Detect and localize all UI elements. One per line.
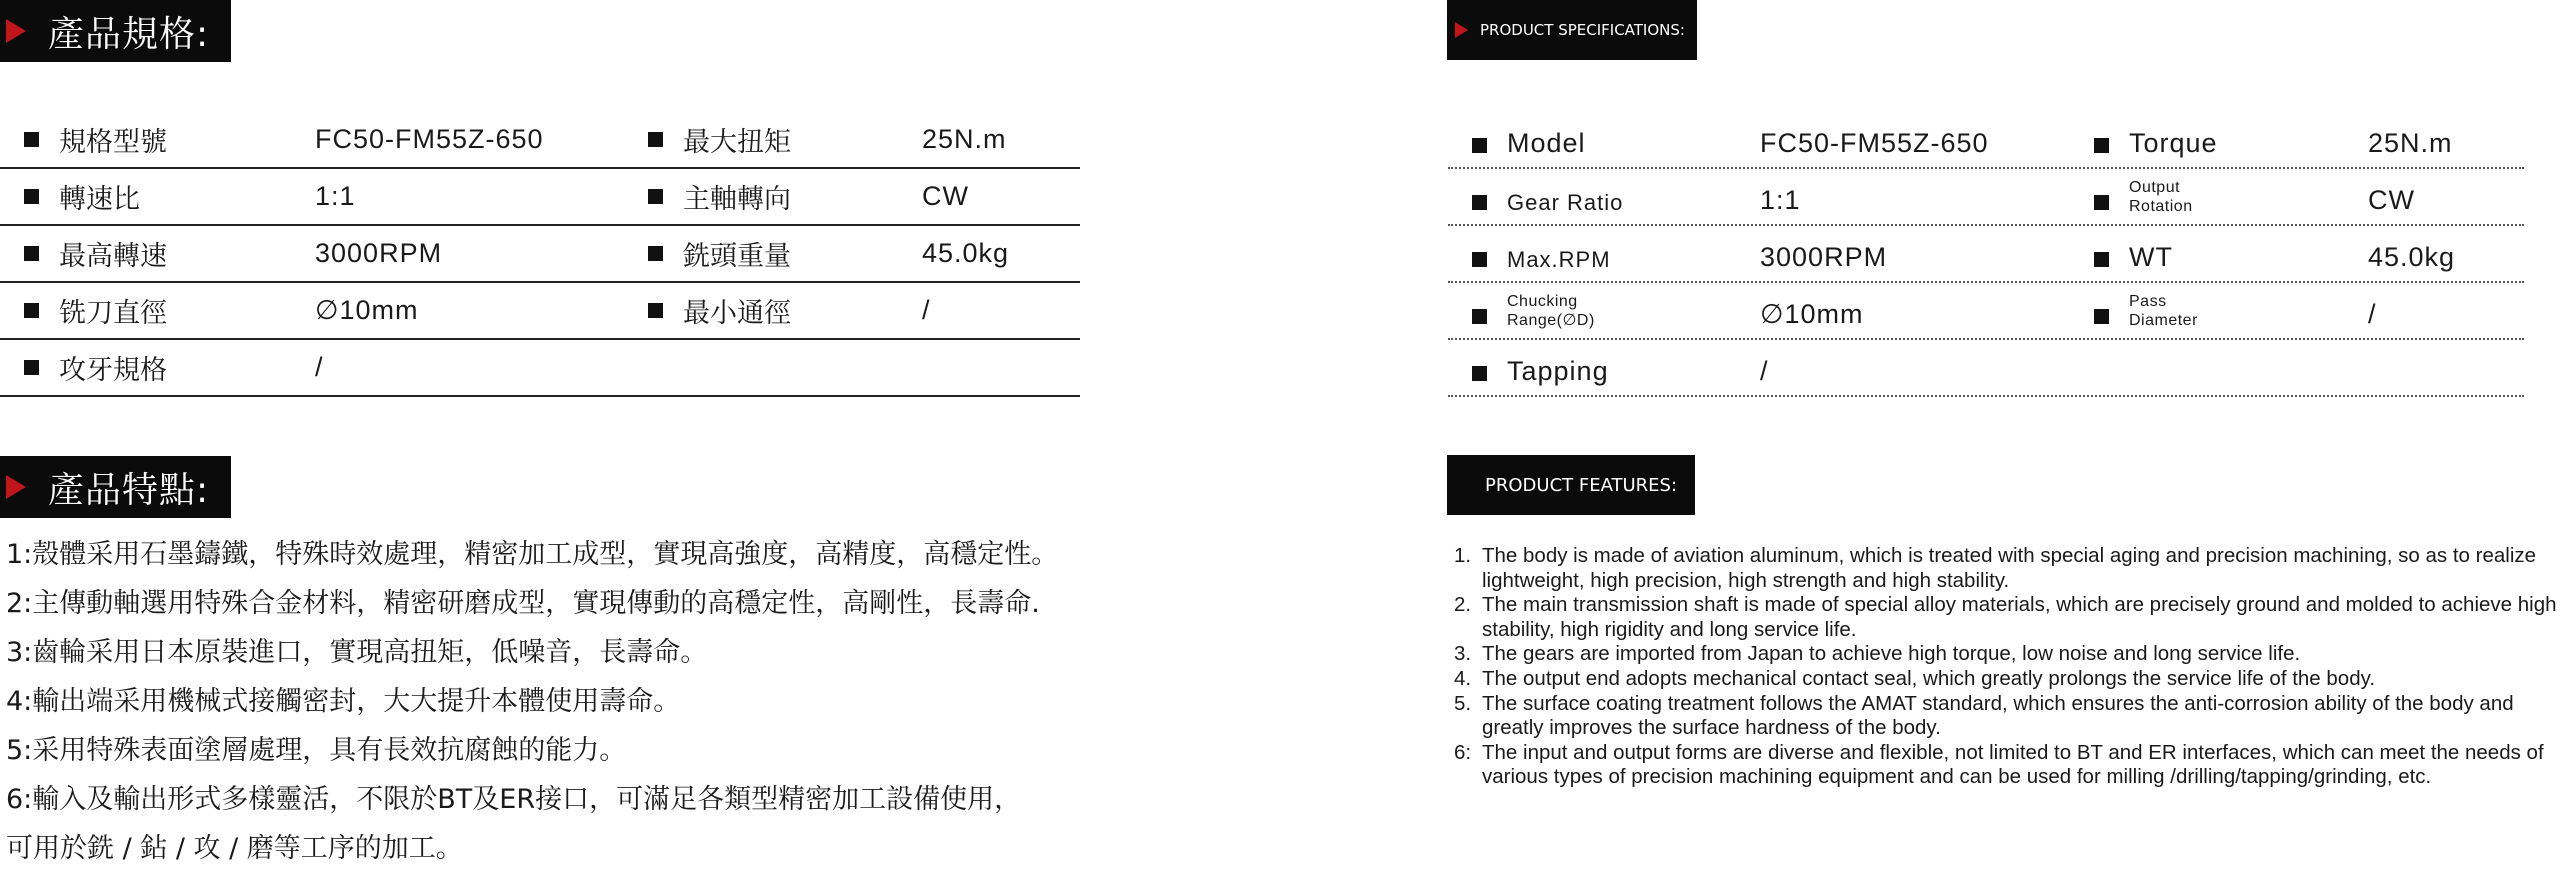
spec-label: Output Rotation (2129, 179, 2193, 215)
bullet-square-icon (24, 246, 39, 261)
table-row (1448, 226, 2524, 283)
spec-label: 最小通徑 (683, 298, 791, 329)
en-features-list (1454, 544, 2560, 790)
bullet-square-icon (1472, 252, 1487, 267)
bullet-square-icon (648, 246, 663, 261)
list-item: 1:殼體采用石墨鑄鐵，特殊時效處理，精密加工成型，實現高強度，高精度，高穩定性。 (6, 539, 1059, 570)
spec-value: ∅10mm (315, 295, 419, 325)
spec-value: 1:1 (315, 181, 356, 211)
spec-label: 主軸轉向 (683, 184, 791, 215)
bullet-square-icon (24, 360, 39, 375)
en-spec-table (1448, 112, 2524, 397)
table-row (0, 226, 1080, 283)
spec-value: FC50-FM55Z-650 (1760, 128, 1989, 158)
spec-value: 25N.m (2368, 128, 2453, 158)
list-item: 2. The main transmission shaft is made of special alloy materials, which are precisely ground and molded to achieve high stability, high rigidity and long service life. (1454, 593, 2557, 641)
list-item: 3. The gears are imported from Japan to achieve high torque, low noise and long service life. (1454, 642, 2301, 666)
spec-value: CW (922, 181, 969, 211)
en-spec-title: PRODUCT SPECIFICATIONS: (1480, 21, 1685, 39)
spec-value: 45.0kg (2368, 242, 2456, 272)
zh-spec-table (0, 112, 1080, 397)
bullet-square-icon (648, 132, 663, 147)
spec-value: CW (2368, 185, 2415, 215)
list-item: 2:主傳動軸選用特殊合金材料，精密研磨成型，實現傳動的高穩定性，高剛性，長壽命. (6, 588, 1040, 619)
spec-label: 最大扭矩 (683, 127, 791, 158)
spec-value: / (315, 352, 324, 382)
red-triangle-icon (1455, 22, 1468, 38)
zh-features-heading (0, 456, 231, 518)
table-row (0, 283, 1080, 340)
bullet-square-icon (648, 189, 663, 204)
list-item: 6:輸入及輸出形式多樣靈活，不限於BT及ER接口，可滿足各類型精密加工設備使用， (6, 784, 1022, 815)
bullet-square-icon (24, 189, 39, 204)
bullet-square-icon (24, 303, 39, 318)
spec-label: WT (2129, 242, 2173, 272)
spec-label: 铣刀直徑 (59, 298, 167, 329)
spec-label: Pass Diameter (2129, 293, 2198, 329)
bullet-square-icon (648, 303, 663, 318)
spec-label: 規格型號 (59, 127, 167, 158)
spec-label: 攻牙規格 (59, 355, 167, 386)
en-features-heading (1447, 455, 1695, 515)
bullet-square-icon (1472, 366, 1487, 381)
spec-value: 25N.m (922, 124, 1007, 154)
list-item: 1. The body is made of aviation aluminum, which is treated with special aging and precision machining, so as to realize lightweight, high precision, high strength and high stability. (1454, 544, 2537, 592)
zh-features-list (6, 530, 1206, 873)
list-item: 6: The input and output forms are diverse and flexible, not limited to BT and ER interfaces, which can meet the needs of various types of precision machining equipment and can be used for milling /drilling/tapping/grinding, etc. (1454, 740, 2544, 789)
spec-label: Max.RPM (1507, 247, 1611, 272)
list-item: 3:齒輪采用日本原裝進口，實現高扭矩，低噪音，長壽命。 (6, 637, 708, 668)
zh-spec-title: 產品規格: (48, 13, 210, 55)
spec-label: 轉速比 (59, 184, 140, 215)
spec-value: ∅10mm (1760, 299, 1864, 329)
table-row (0, 169, 1080, 226)
list-item: 5:采用特殊表面塗層處理，具有長效抗腐蝕的能力。 (6, 735, 627, 766)
spec-value: 3000RPM (315, 238, 443, 268)
table-row (1448, 112, 2524, 169)
bullet-square-icon (2094, 195, 2109, 210)
spec-value: 1:1 (1760, 185, 1801, 215)
table-row (1448, 169, 2524, 226)
spec-value: / (1760, 356, 1769, 386)
bullet-square-icon (2094, 309, 2109, 324)
red-triangle-icon (6, 475, 26, 499)
spec-value: 3000RPM (1760, 242, 1888, 272)
zh-features-title: 產品特點: (48, 469, 210, 511)
bullet-square-icon (2094, 138, 2109, 153)
red-triangle-icon (6, 19, 26, 43)
table-row (1448, 340, 2524, 397)
spec-label: Model (1507, 128, 1586, 158)
spec-label: Tapping (1507, 356, 1609, 386)
bullet-square-icon (2094, 252, 2109, 267)
bullet-square-icon (1472, 138, 1487, 153)
list-item: 4. The output end adopts mechanical contact seal, which greatly prolongs the service life of the body. (1454, 666, 2376, 690)
list-item: 5. The surface coating treatment follows the AMAT standard, which ensures the anti-corrosion ability of the body and greatly improves the surface hardness of the body. (1454, 691, 2514, 740)
spec-label: Torque (2129, 128, 2218, 158)
spec-value: / (922, 295, 931, 325)
table-row (0, 112, 1080, 169)
en-features-title: PRODUCT FEATURES: (1485, 474, 1678, 496)
bullet-square-icon (1472, 309, 1487, 324)
spec-value: / (2368, 299, 2377, 329)
bullet-square-icon (1472, 195, 1487, 210)
table-row (0, 340, 1080, 397)
table-row (1448, 283, 2524, 340)
bullet-square-icon (24, 132, 39, 147)
spec-label: Gear Ratio (1507, 190, 1624, 215)
spec-value: 45.0kg (922, 238, 1010, 268)
list-item: 4:輸出端采用機械式接觸密封，大大提升本體使用壽命。 (6, 686, 681, 717)
list-item: 可用於銑 / 鉆 / 攻 / 磨等工序的加工。 (6, 833, 463, 864)
zh-spec-heading (0, 0, 231, 62)
spec-label: 最高轉速 (59, 241, 167, 272)
spec-label: Chucking Range(∅D) (1507, 293, 1595, 329)
spec-label: 銑頭重量 (683, 241, 791, 272)
spec-value: FC50-FM55Z-650 (315, 124, 544, 154)
en-spec-heading (1447, 0, 1697, 60)
